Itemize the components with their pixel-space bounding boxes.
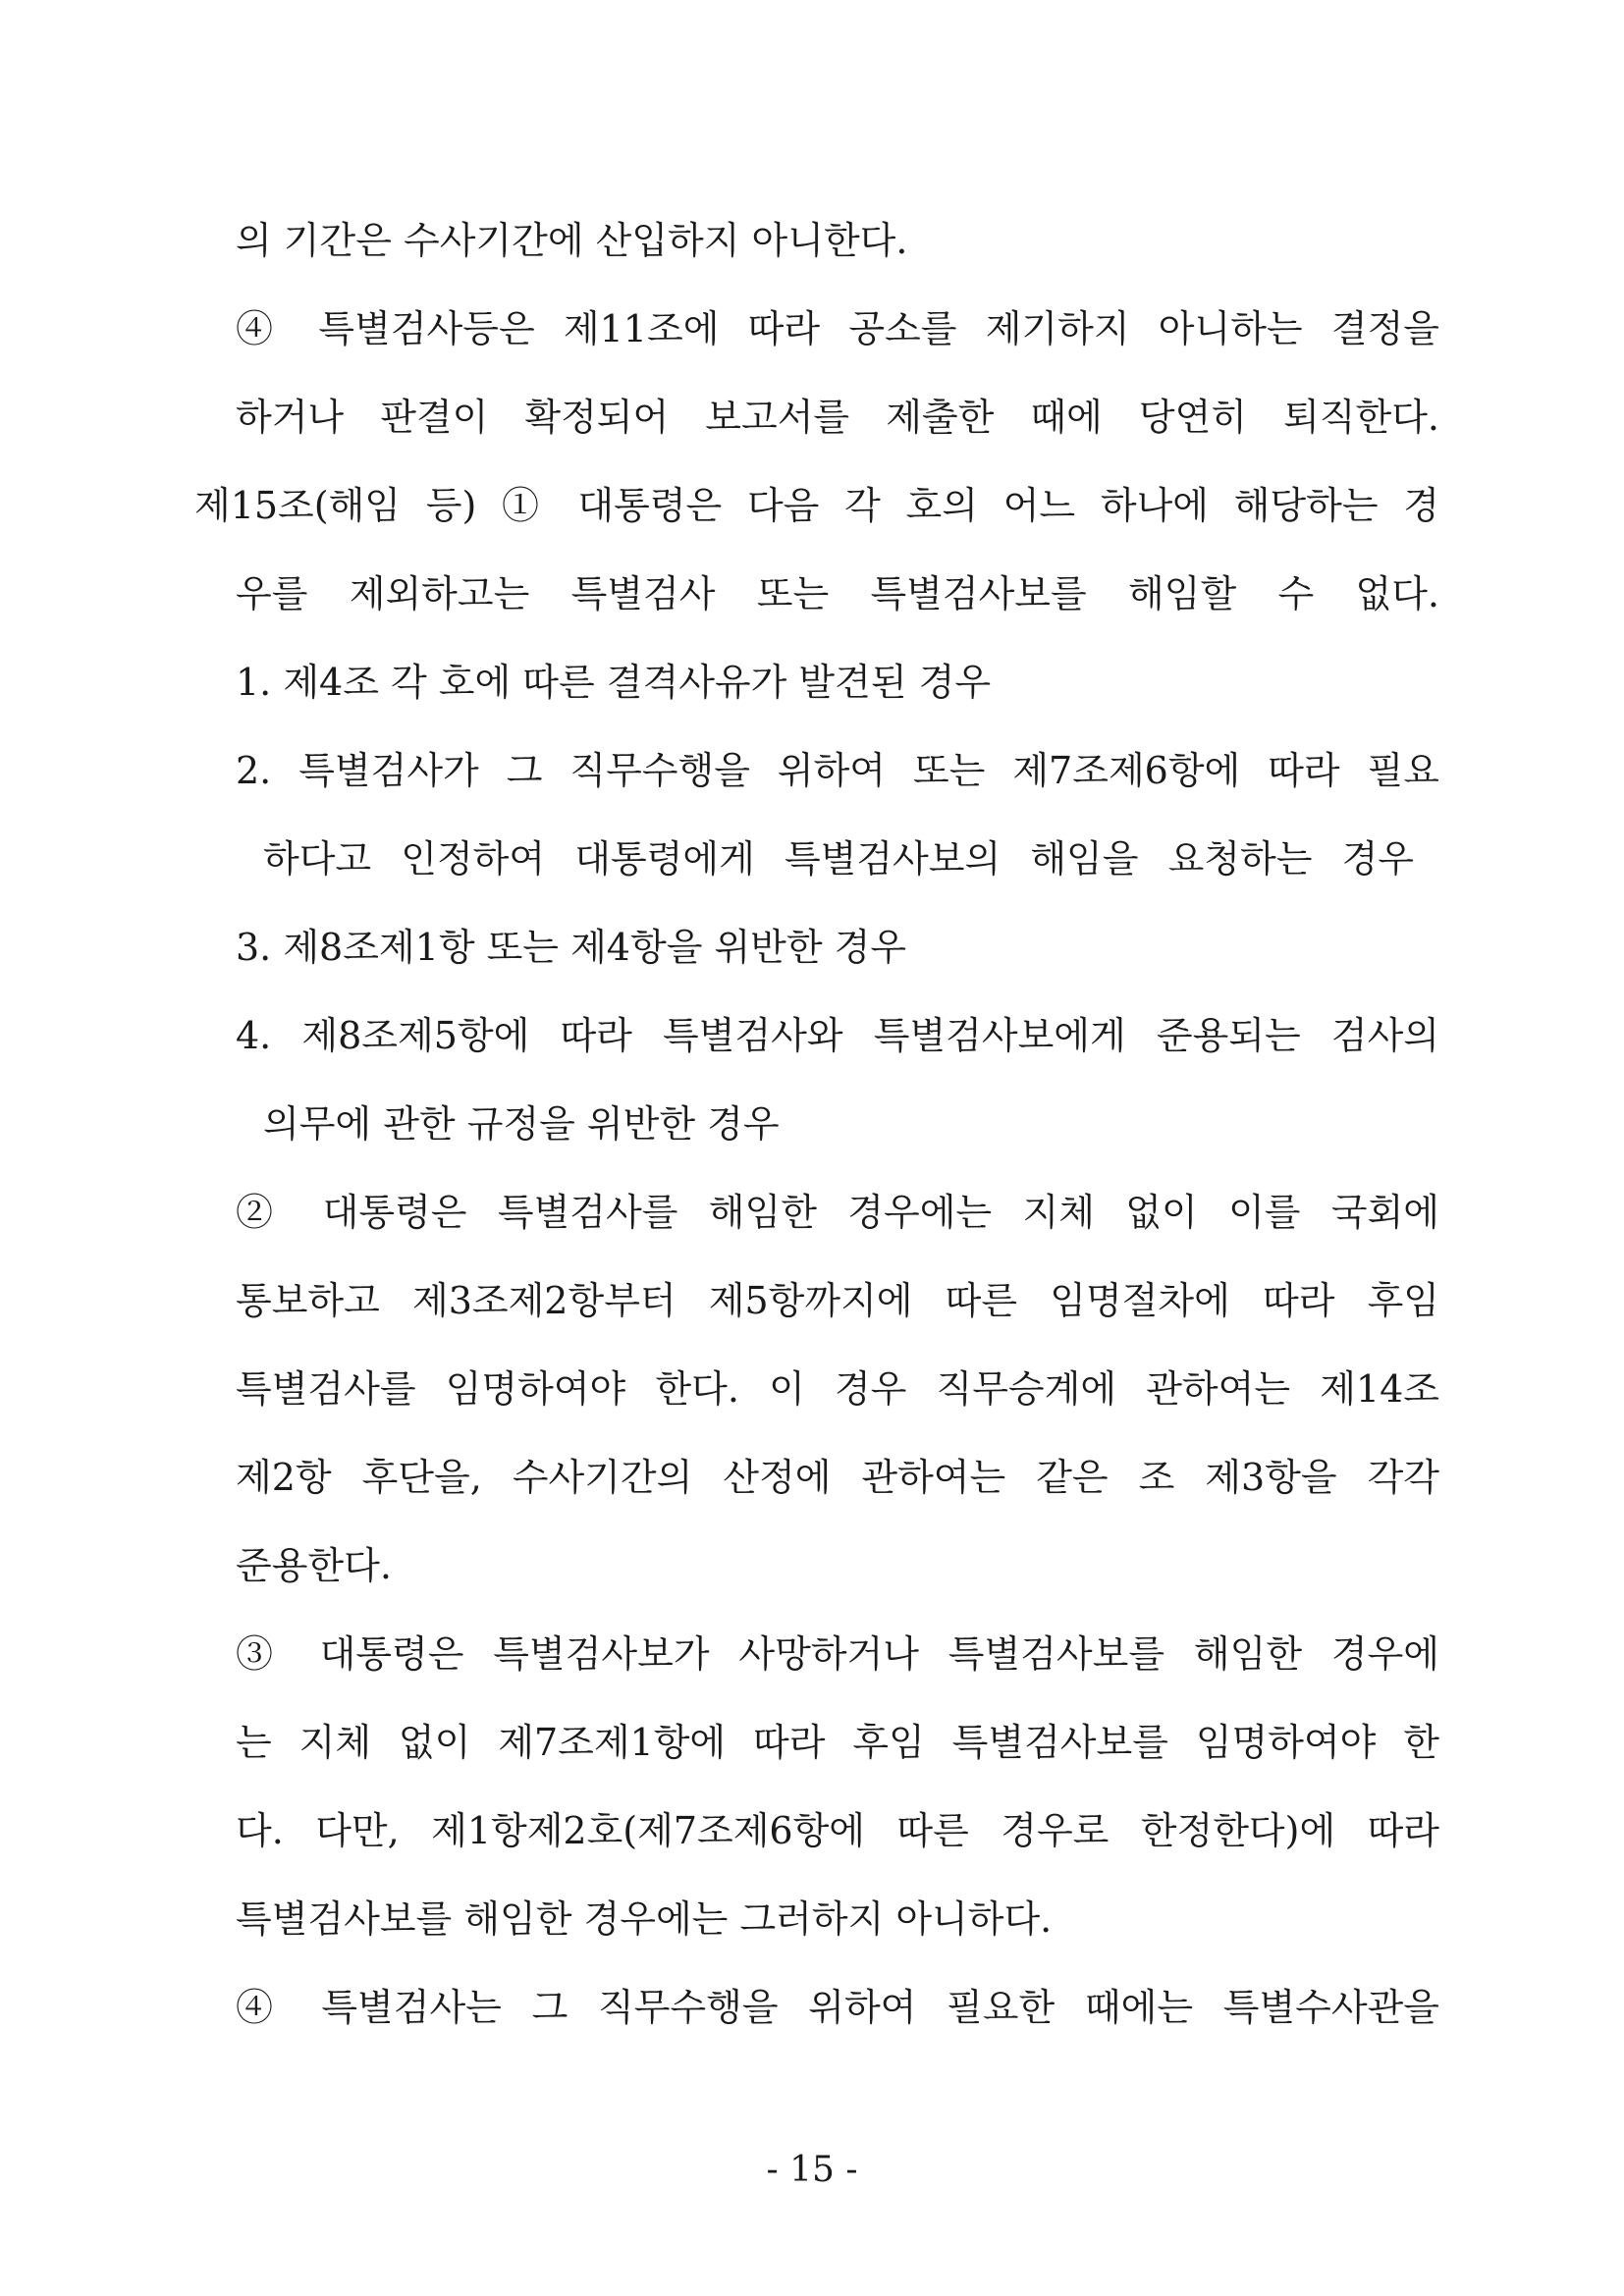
paragraph-4-start: ④ 특별검사는 그 직무수행을 위하여 필요한 때에는 특별수사관을 xyxy=(236,1986,1439,2029)
paragraph-4-start: ④ 특별검사등은 제11조에 따라 공소를 제기하지 아니하는 결정을 xyxy=(236,307,1439,350)
list-item-2-continuation: 하다고 인정하여 대통령에게 특별검사보의 해임을 요청하는 경우 xyxy=(263,837,1414,881)
list-item-1: 1. 제4조 각 호에 따른 결격사유가 발견된 경우 xyxy=(236,661,992,704)
list-item-4-continuation: 의무에 관한 규정을 위반한 경우 xyxy=(263,1102,780,1146)
text-line: 의 기간은 수사기간에 산입하지 아니한다. xyxy=(236,219,908,262)
article-15-heading: 제15조(해임 등) ① 대통령은 다음 각 호의 어느 하나에 해당하는 경 xyxy=(194,484,1439,527)
text-line: 다. 다만, 제1항제2호(제7조제6항에 따른 경우로 한정한다)에 따라 xyxy=(236,1809,1439,1852)
list-item-2: 2. 특별검사가 그 직무수행을 위하여 또는 제7조제6항에 따라 필요 xyxy=(236,749,1439,792)
text-line: 특별검사보를 해임한 경우에는 그러하지 아니하다. xyxy=(236,1897,1053,1941)
list-item-4: 4. 제8조제5항에 따라 특별검사와 특별검사보에게 준용되는 검사의 xyxy=(236,1014,1439,1057)
page-number: - 15 - xyxy=(766,2150,858,2190)
text-line: 특별검사를 임명하여야 한다. 이 경우 직무승계에 관하여는 제14조 xyxy=(236,1367,1439,1411)
text-line: 준용한다. xyxy=(236,1544,392,1587)
list-item-3: 3. 제8조제1항 또는 제4항을 위반한 경우 xyxy=(236,926,907,969)
text-line: 는 지체 없이 제7조제1항에 따라 후임 특별검사보를 임명하여야 한 xyxy=(236,1721,1439,1764)
text-line: 제2항 후단을, 수사기간의 산정에 관하여는 같은 조 제3항을 각각 xyxy=(236,1456,1439,1499)
text-line: 하거나 판결이 확정되어 보고서를 제출한 때에 당연히 퇴직한다. xyxy=(236,396,1439,439)
paragraph-2-start: ② 대통령은 특별검사를 해임한 경우에는 지체 없이 이를 국회에 xyxy=(236,1191,1439,1234)
paragraph-3-start: ③ 대통령은 특별검사보가 사망하거나 특별검사보를 해임한 경우에 xyxy=(236,1632,1439,1676)
text-line: 통보하고 제3조제2항부터 제5항까지에 따른 임명절차에 따라 후임 xyxy=(236,1279,1439,1322)
text-line: 우를 제외하고는 특별검사 또는 특별검사보를 해임할 수 없다. xyxy=(236,572,1439,615)
